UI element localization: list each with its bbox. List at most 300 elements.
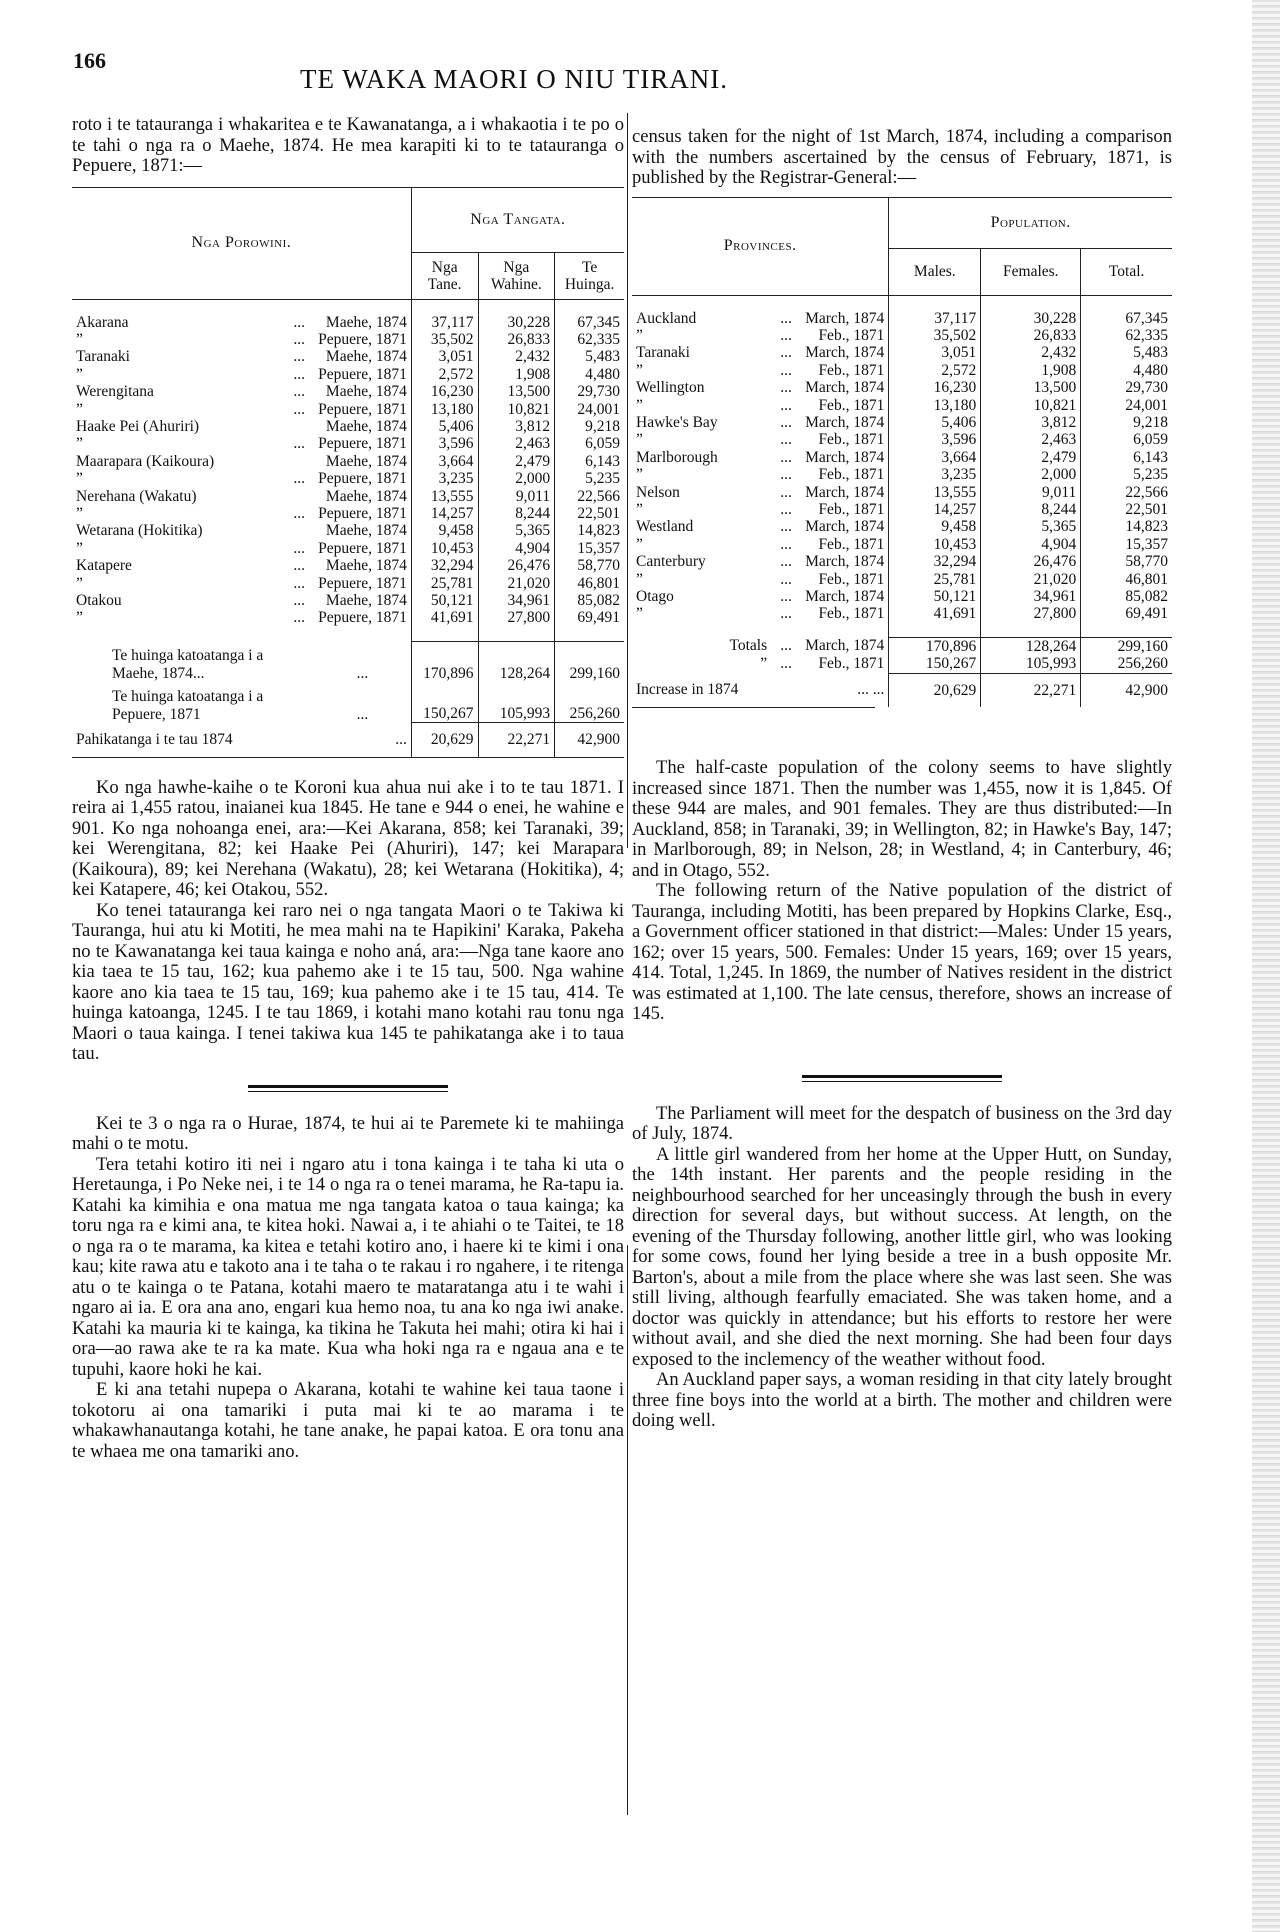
group-header: Nga Tangata. <box>411 188 624 253</box>
leader-dots: ... <box>780 570 792 588</box>
females-value: 26,833 <box>478 331 555 348</box>
left-paragraph: Ko nga hawhe-kaihe o te Koroni kua ahua nui ake i to te tau 1871. I reira ai 1,455 ratou, inaianei kua 1845. He tane e 944 o enei, he wahine e 901. Ko nga nohoanga enei, ara:—Kei Akarana, 858; kei Taranaki, 39; kei Werengitana, 82; kei Haake Pei (Ahuriri), 147; kei Marapara (Kaikoura), 89; kei Nerehana (Wakatu), 28; kei Wetarana (Hokitika), 4; kei Katapere, 46; kei Otakou, 552. <box>72 776 624 901</box>
left-intro: roto i te tatauranga i whakaritea e te Kawanatanga, a i whakaotia i te po o te tahi o nga ra o Maehe, 1874. He mea karapiti ki to te tatauranga o Pepuere, 1871:— <box>72 114 624 176</box>
leader-dots: ... <box>780 448 792 466</box>
region-name: Westland <box>636 518 694 536</box>
region-name: ” <box>76 609 83 627</box>
total-value: 85,082 <box>555 592 624 609</box>
females-value: 9,011 <box>478 488 555 505</box>
left-paragraph: Ko tenei tatauranga kei raro nei o nga tangata Maori o te Takiwa ki Tauranga, hui atu ki Motiti, he mea mahi na te Hapikini' Karaka, Pakeha no te Kawanatanga kei taua kainga e noho aná, ara:—Nga tane kaore ano kia taea te 15 tau, 162; kua pahemo ake i te 15 tau, 500. Nga wahine kaore ano kia taea te 15 tau, 169; kua pahemo ake i te 15 tau, 414. Te huinga katoanga, 1245. I te tau 1869, i kotahi mano kotahi rau tonu nga Maori o taua kainga. I tenei takiwa kua 145 te pahikatanga ake i to taua tau. <box>72 899 624 1065</box>
males-value: 25,781 <box>889 571 981 588</box>
males-value: 14,257 <box>411 505 478 522</box>
table-row <box>72 488 624 505</box>
females-value: 9,011 <box>981 484 1081 501</box>
leader-dots: ... <box>780 326 792 344</box>
total-value: 85,082 <box>1081 588 1172 605</box>
males-value: 16,230 <box>411 383 478 400</box>
census-date: Maehe, 1874 <box>325 417 407 435</box>
region-name: ” <box>636 500 643 518</box>
males-value: 9,458 <box>889 518 981 535</box>
males-value: 10,453 <box>889 536 981 553</box>
males-value: 170,896 <box>889 637 981 655</box>
census-date: Pepuere, 1871 <box>318 609 407 627</box>
census-date: March, 1874 <box>805 637 885 655</box>
leader-dots: ... <box>293 609 305 627</box>
leader-dots: ... <box>293 470 305 488</box>
total-value: 5,235 <box>1081 466 1172 483</box>
males-value: 37,117 <box>411 314 478 331</box>
table-row <box>632 605 1172 622</box>
census-date: Feb., 1871 <box>818 361 885 379</box>
region-name: ” <box>636 605 643 623</box>
leader-dots: ... <box>356 664 369 682</box>
region-name: ” <box>636 570 643 588</box>
males-value: 50,121 <box>889 588 981 605</box>
total-value: 299,160 <box>555 641 624 682</box>
census-date: Feb., 1871 <box>818 396 885 414</box>
females-value: 30,228 <box>981 310 1081 327</box>
left-news-item: Kei te 3 o nga ra o Hurae, 1874, te hui ai te Paremete ki te mahiinga mahi o te motu. <box>72 1112 624 1155</box>
females-value: 3,812 <box>478 418 555 435</box>
region-name: ” <box>76 330 83 348</box>
col-header-males: Nga Tane. <box>411 252 478 299</box>
group-header: Population. <box>889 198 1172 249</box>
males-value: 50,121 <box>411 592 478 609</box>
females-value: 26,476 <box>981 553 1081 570</box>
males-value: 25,781 <box>411 575 478 592</box>
table-row <box>632 414 1172 431</box>
total-value: 14,823 <box>1081 518 1172 535</box>
leader-dots: ... <box>780 655 792 673</box>
females-value: 30,228 <box>478 314 555 331</box>
total-value: 256,260 <box>555 682 624 723</box>
leader-dots: ... <box>780 588 792 605</box>
totals-label: ” <box>760 655 768 673</box>
males-value: 9,458 <box>411 522 478 539</box>
table-row <box>632 484 1172 501</box>
totals-row <box>72 682 624 723</box>
females-value: 13,500 <box>981 379 1081 396</box>
males-value: 13,555 <box>411 488 478 505</box>
total-value: 6,143 <box>1081 449 1172 466</box>
females-value: 105,993 <box>981 655 1081 673</box>
leader-dots: ... <box>780 309 792 327</box>
col-header-total: Te Huinga. <box>555 252 624 299</box>
increase-row <box>632 673 1172 707</box>
region-name: Otakou <box>76 592 122 609</box>
region-name: Wellington <box>636 379 705 397</box>
increase-label: Increase in 1874 <box>636 681 739 699</box>
males-value: 3,051 <box>411 348 478 365</box>
leader-dots: ... <box>780 518 792 536</box>
section-divider <box>248 1085 448 1092</box>
males-increase: 20,629 <box>411 723 478 757</box>
leader-dots: ... <box>293 330 305 348</box>
census-date: Pepuere, 1871 <box>318 365 407 383</box>
males-value: 10,453 <box>411 540 478 557</box>
leader-dots: ... ... <box>857 681 885 699</box>
table-row <box>632 553 1172 570</box>
males-value: 170,896 <box>411 641 478 682</box>
table-row <box>632 431 1172 448</box>
column-divider <box>627 113 628 848</box>
total-value: 15,357 <box>1081 536 1172 553</box>
leader-dots: ... <box>356 705 369 723</box>
females-value: 5,365 <box>478 522 555 539</box>
leader-dots: ... <box>293 504 305 522</box>
males-increase: 20,629 <box>889 673 981 707</box>
females-value: 2,463 <box>478 435 555 452</box>
leader-dots: ... <box>293 539 305 557</box>
females-value: 128,264 <box>478 641 555 682</box>
census-date: March, 1874 <box>805 483 885 501</box>
males-value: 5,406 <box>411 418 478 435</box>
males-value: 13,180 <box>889 397 981 414</box>
page-number: 166 <box>73 48 106 73</box>
table-row <box>632 379 1172 396</box>
females-value: 128,264 <box>981 637 1081 655</box>
leader-dots <box>284 488 314 505</box>
males-value: 35,502 <box>411 331 478 348</box>
total-value: 22,566 <box>1081 484 1172 501</box>
census-date: March, 1874 <box>805 309 885 327</box>
region-name: Katapere <box>76 557 132 575</box>
region-name: Otago <box>636 588 674 605</box>
females-value: 2,463 <box>981 431 1081 448</box>
region-name: Canterbury <box>636 553 706 571</box>
males-value: 3,051 <box>889 344 981 361</box>
region-name: Marlborough <box>636 448 718 466</box>
total-increase: 42,900 <box>1081 673 1172 707</box>
right-paragraph: The following return of the Native population of the district of Tauranga, including Motiti, has been prepared by Hopkins Clarke, Esq., a Government officer stationed in that district:—Males: Under 15 years, 162; over 15 years, 500. Females: Under 15 years, 169; over 15 years, 414. Total, 1,245. In 1869, the number of Natives resident in the district was estimated at 1,100. The late census, therefore, shows an increase of 145. <box>632 880 1172 1025</box>
leader-dots: ... <box>780 431 792 449</box>
table-row <box>632 588 1172 605</box>
total-value: 299,160 <box>1081 637 1172 655</box>
region-name: ” <box>76 365 83 383</box>
provinces-census-table <box>632 198 1172 708</box>
females-value: 4,904 <box>981 536 1081 553</box>
table-row <box>72 505 624 522</box>
census-date: Feb., 1871 <box>818 466 885 484</box>
table-row <box>72 609 624 626</box>
total-value: 6,059 <box>1081 431 1172 448</box>
left-news-item: E ki ana tetahi nupepa o Akarana, kotahi te wahine kei taua taone i tokotoru ai ona tamariki i puta mai ki te ao marama i te whakawhanautanga kotahi, he tane anake, he papai katoa. E ora tonu ana te whaea me ona tamariki ano. <box>72 1379 624 1462</box>
region-name: ” <box>76 435 83 453</box>
census-date: Pepuere, 1871 <box>318 504 407 522</box>
leader-dots: ... <box>780 483 792 501</box>
total-value: 58,770 <box>1081 553 1172 570</box>
region-name: Taranaki <box>76 348 130 366</box>
males-value: 3,235 <box>411 470 478 487</box>
males-value: 13,555 <box>889 484 981 501</box>
region-name: Wetarana (Hokitika) <box>76 522 203 540</box>
females-value: 26,833 <box>981 327 1081 344</box>
census-date: March, 1874 <box>805 518 885 536</box>
females-value: 21,020 <box>981 571 1081 588</box>
region-name: Akarana <box>76 313 129 331</box>
females-value: 3,812 <box>981 414 1081 431</box>
region-name: ” <box>636 326 643 344</box>
leader-dots <box>284 418 314 435</box>
males-value: 16,230 <box>889 379 981 396</box>
region-header: Nga Porowini. <box>191 234 292 252</box>
females-value: 2,479 <box>981 449 1081 466</box>
leader-dots: ... <box>780 466 792 484</box>
total-increase: 42,900 <box>555 723 624 757</box>
total-value: 9,218 <box>1081 414 1172 431</box>
total-value: 14,823 <box>555 522 624 539</box>
table-row <box>632 536 1172 553</box>
total-value: 24,001 <box>1081 397 1172 414</box>
census-date: Feb., 1871 <box>818 431 885 449</box>
males-value: 41,691 <box>889 605 981 622</box>
region-name: ” <box>636 466 643 484</box>
leader-dots: ... <box>780 553 792 571</box>
col-header-females: Females. <box>981 248 1081 295</box>
region-name: ” <box>636 535 643 553</box>
right-intro: census taken for the night of 1st March, 1874, including a comparison with the numbers ascertained by the census of February, 1871, is published by the Registrar-General:— <box>632 126 1172 188</box>
leader-dots: ... <box>293 400 305 418</box>
totals-label: Te huinga katoatanga i a Pepuere, 1871 <box>112 688 264 723</box>
region-name: ” <box>76 470 83 488</box>
census-date: Maehe, 1874 <box>325 487 407 505</box>
census-date: Pepuere, 1871 <box>318 400 407 418</box>
females-value: 26,476 <box>478 557 555 574</box>
leader-dots <box>284 453 314 470</box>
region-name: Hawke's Bay <box>636 413 718 431</box>
table-row <box>632 518 1172 535</box>
region-name: ” <box>76 574 83 592</box>
increase-label: Pahikatanga i te tau 1874 <box>76 731 233 749</box>
females-value: 2,432 <box>478 348 555 365</box>
table-row <box>72 314 624 331</box>
total-value: 58,770 <box>555 557 624 574</box>
table-row <box>72 557 624 574</box>
leader-dots: ... <box>780 396 792 414</box>
leader-dots: ... <box>780 344 792 362</box>
females-value: 2,000 <box>981 466 1081 483</box>
leader-dots: ... <box>780 605 792 623</box>
table-row <box>72 540 624 557</box>
right-paragraph: The half-caste population of the colony seems to have slightly increased since 1871. Then the number was 1,455, now it is 1,845. Of these 944 are males, and 901 females. They are thus distributed:—In Auckland, 858; in Taranaki, 39; in Wellington, 82; in Hawke's Bay, 147; in Marlborough, 89; in Nelson, 28; in Westland, 4; in Canterbury, 46; and in Otago, 552. <box>632 757 1172 881</box>
males-value: 3,596 <box>411 435 478 452</box>
census-date: Maehe, 1874 <box>325 348 407 366</box>
table-row <box>72 592 624 609</box>
census-date: Pepuere, 1871 <box>318 435 407 453</box>
section-divider <box>802 1075 1002 1082</box>
males-value: 3,664 <box>411 453 478 470</box>
leader-dots: ... <box>293 365 305 383</box>
females-value: 2,479 <box>478 453 555 470</box>
total-value: 67,345 <box>1081 310 1172 327</box>
total-value: 22,501 <box>1081 501 1172 518</box>
females-value: 34,961 <box>478 592 555 609</box>
table-row <box>72 470 624 487</box>
table-row <box>72 435 624 452</box>
region-name: Auckland <box>636 309 697 327</box>
females-value: 8,244 <box>981 501 1081 518</box>
region-name: ” <box>636 396 643 414</box>
females-value: 4,904 <box>478 540 555 557</box>
table-row <box>72 401 624 418</box>
leader-dots: ... <box>780 500 792 518</box>
census-date: March, 1874 <box>805 448 885 466</box>
totals-label: Totals <box>729 637 768 655</box>
females-value: 5,365 <box>981 518 1081 535</box>
region-name: ” <box>76 539 83 557</box>
table-row <box>72 348 624 365</box>
females-value: 8,244 <box>478 505 555 522</box>
males-value: 3,235 <box>889 466 981 483</box>
totals-row <box>632 637 1172 655</box>
males-value: 2,572 <box>889 362 981 379</box>
leader-dots: ... <box>780 535 792 553</box>
females-increase: 22,271 <box>478 723 555 757</box>
table-row <box>632 310 1172 327</box>
males-value: 14,257 <box>889 501 981 518</box>
census-date: Pepuere, 1871 <box>318 574 407 592</box>
total-value: 24,001 <box>555 401 624 418</box>
females-value: 10,821 <box>981 397 1081 414</box>
page-title: TE WAKA MAORI O NIU TIRANI. <box>300 64 728 94</box>
census-date: March, 1874 <box>805 379 885 397</box>
census-date: Maehe, 1874 <box>325 557 407 575</box>
table-row <box>632 466 1172 483</box>
region-name: Haake Pei (Ahuriri) <box>76 417 200 435</box>
table-row <box>72 418 624 435</box>
leader-dots: ... <box>780 637 792 655</box>
total-value: 6,059 <box>555 435 624 452</box>
males-value: 5,406 <box>889 414 981 431</box>
left-column <box>72 115 624 1462</box>
table-row <box>72 383 624 400</box>
leader-dots: ... <box>293 557 305 575</box>
males-value: 3,596 <box>889 431 981 448</box>
total-value: 5,483 <box>555 348 624 365</box>
census-date: Pepuere, 1871 <box>318 470 407 488</box>
total-value: 22,501 <box>555 505 624 522</box>
leader-dots: ... <box>293 313 305 331</box>
males-value: 3,664 <box>889 449 981 466</box>
census-date: March, 1874 <box>805 344 885 362</box>
leader-dots: ... <box>293 383 305 401</box>
right-news-item: A little girl wandered from her home at the Upper Hutt, on Sunday, the 14th instant. Her parents and the people residing in the neighbourhood searched for her unceasingly through the bush in every direction for several days, but without success. At length, on the evening of the Thursday following, another little girl, who was looking for some cows, found her lying beside a tree in a bush opposite Mr. Barton's, about a mile from the place where she was last seen. She was still living, although fearfully emaciated. She was taken home, and a doctor was quickly in attendance; but his efforts to restore her were without avail, and she died the next morning. She had been four days exposed to the inclemency of the weather without food. <box>632 1143 1172 1370</box>
table-row <box>632 362 1172 379</box>
females-value: 1,908 <box>478 366 555 383</box>
males-value: 13,180 <box>411 401 478 418</box>
totals-row <box>72 641 624 682</box>
table-row <box>632 327 1172 344</box>
census-date: Maehe, 1874 <box>325 592 407 609</box>
total-value: 4,480 <box>1081 362 1172 379</box>
table-row <box>72 331 624 348</box>
females-value: 2,000 <box>478 470 555 487</box>
table-row <box>72 522 624 539</box>
females-value: 2,432 <box>981 344 1081 361</box>
total-value: 62,335 <box>555 331 624 348</box>
census-date: Maehe, 1874 <box>325 313 407 331</box>
total-value: 5,235 <box>555 470 624 487</box>
region-name: ” <box>76 400 83 418</box>
census-date: Feb., 1871 <box>818 326 885 344</box>
females-value: 34,961 <box>981 588 1081 605</box>
males-value: 32,294 <box>411 557 478 574</box>
census-date: Pepuere, 1871 <box>318 539 407 557</box>
census-date: March, 1874 <box>805 588 885 605</box>
leader-dots <box>284 522 314 539</box>
column-divider <box>627 1245 628 1815</box>
right-news-item: An Auckland paper says, a woman residing in that city lately brought three fine boys into the world at a birth. The mother and children were doing well. <box>632 1369 1172 1432</box>
census-date: Maehe, 1874 <box>325 383 407 401</box>
census-date: Maehe, 1874 <box>325 522 407 540</box>
page-edge-scan-artifact <box>1252 0 1280 1932</box>
males-value: 32,294 <box>889 553 981 570</box>
males-value: 150,267 <box>889 655 981 673</box>
total-value: 9,218 <box>555 418 624 435</box>
total-value: 46,801 <box>1081 571 1172 588</box>
col-header-total: Total. <box>1081 248 1172 295</box>
table-row <box>72 366 624 383</box>
increase-row <box>72 723 624 757</box>
region-name: ” <box>636 431 643 449</box>
region-name: Nelson <box>636 483 680 501</box>
region-name: Maarapara (Kaikoura) <box>76 452 215 470</box>
leader-dots: ... <box>293 348 305 366</box>
col-header-males: Males. <box>889 248 981 295</box>
table-row <box>632 397 1172 414</box>
region-name: Werengitana <box>76 383 154 401</box>
census-date: March, 1874 <box>805 413 885 431</box>
region-name: Taranaki <box>636 344 690 362</box>
leader-dots: ... <box>780 379 792 397</box>
males-value: 2,572 <box>411 366 478 383</box>
total-value: 22,566 <box>555 488 624 505</box>
females-value: 10,821 <box>478 401 555 418</box>
totals-row <box>632 655 1172 673</box>
table-row <box>72 453 624 470</box>
leader-dots: ... <box>780 413 792 431</box>
females-value: 21,020 <box>478 575 555 592</box>
females-value: 27,800 <box>478 609 555 626</box>
census-date: Feb., 1871 <box>818 655 885 673</box>
total-value: 67,345 <box>555 314 624 331</box>
total-value: 29,730 <box>555 383 624 400</box>
census-date: Maehe, 1874 <box>325 452 407 470</box>
table-row <box>72 575 624 592</box>
census-date: Feb., 1871 <box>818 570 885 588</box>
left-news-item: Tera tetahi kotiro iti nei i ngaro atu i tona kainga i te taha ki uta o Heretaunga, i Po Neke nei, i te 14 o nga ra o tenei marama, he Ra-tapu ia. Katahi ka kimihia e ona matua me nga tangata katoa o taua kainga; ka toru nga ra e kimi ana, te kitea hoki. Nawai a, i te ahiahi o te Taitei, te 18 o nga ra o te marama, ka kitea e tetahi kotiro ano, i haere ki te kimi i ona kau; kite rawa atu e takoto ana i te taha o te rakau i ro ngahere, i te ritenga atu o te kainga o te Patana, kotahi maero te mataratanga atu i te wahi i ngaro ai ia. E ora ana ano, engari kua hemo noa, tu ana ko nga iwi anake. Katahi ka mauria ki te kainga, ka tikina he Takuta hei mahi; otira ki hai i ora—ao rawa ake te ra ka mate. Kua wha hoki nga ra e ngaua ana e te tupuhi, kaore hoki he kai. <box>72 1153 624 1380</box>
females-value: 27,800 <box>981 605 1081 622</box>
leader-dots: ... <box>293 574 305 592</box>
region-header: Provinces. <box>723 237 797 255</box>
table-row <box>632 501 1172 518</box>
total-value: 256,260 <box>1081 655 1172 673</box>
total-value: 69,491 <box>555 609 624 626</box>
total-value: 46,801 <box>555 575 624 592</box>
females-value: 13,500 <box>478 383 555 400</box>
males-value: 41,691 <box>411 609 478 626</box>
region-name: ” <box>76 504 83 522</box>
region-name: Nerehana (Wakatu) <box>76 487 197 505</box>
census-date: March, 1874 <box>805 553 885 571</box>
total-value: 62,335 <box>1081 327 1172 344</box>
leader-dots: ... <box>780 361 792 379</box>
census-date: Pepuere, 1871 <box>318 330 407 348</box>
table-row <box>632 571 1172 588</box>
right-news-item: The Parliament will meet for the despatch of business on the 3rd day of July, 1874. <box>632 1102 1172 1145</box>
leader-dots: ... <box>293 435 305 453</box>
leader-dots: ... <box>293 592 305 609</box>
